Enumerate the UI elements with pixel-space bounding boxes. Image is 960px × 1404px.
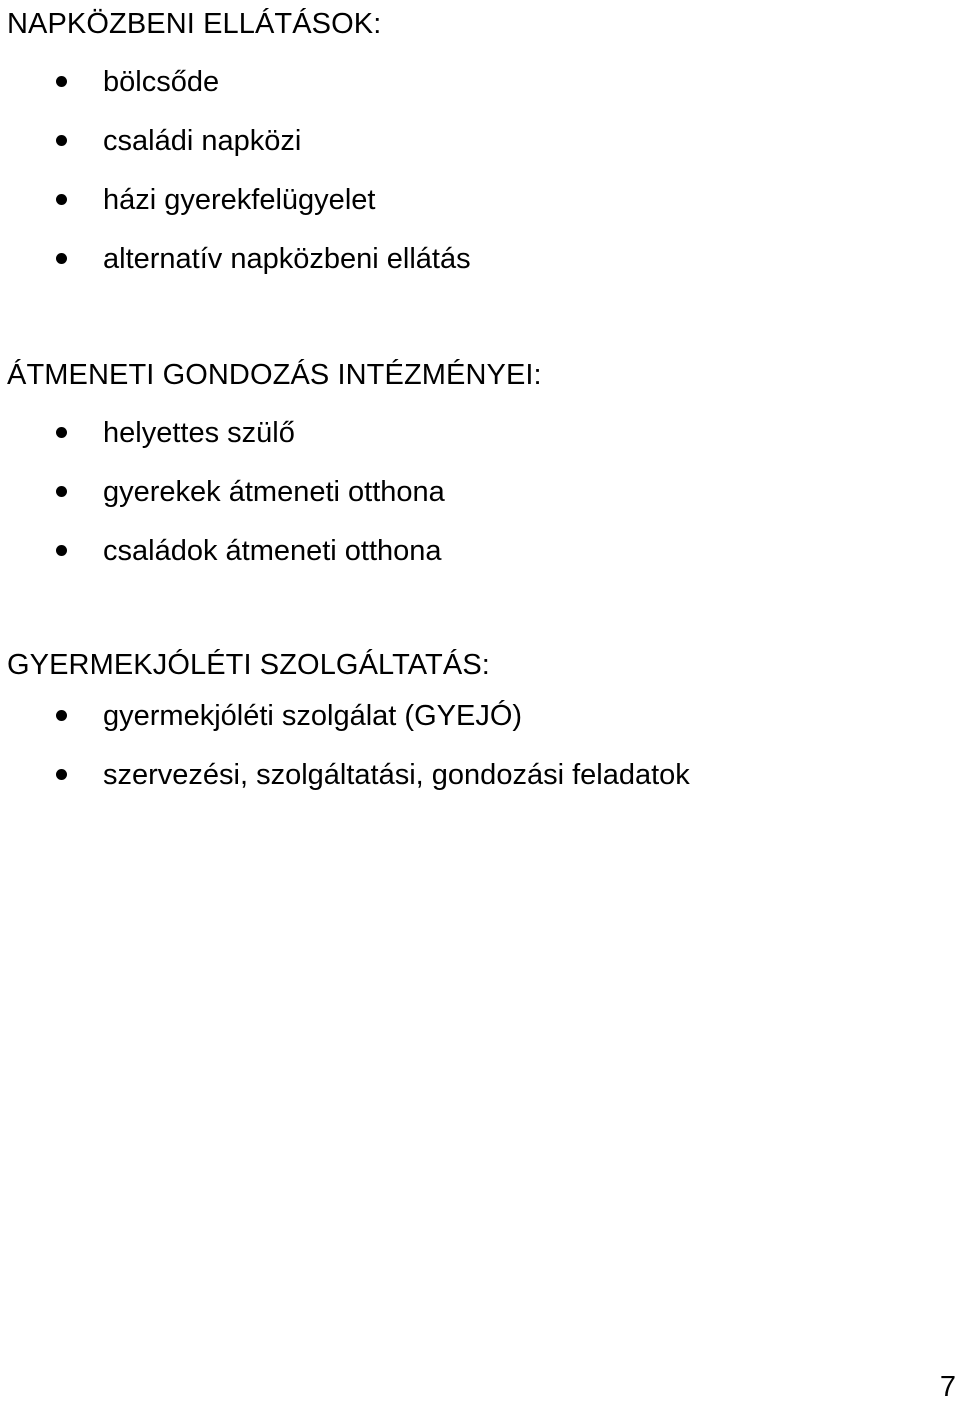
bullet-list <box>0 696 960 814</box>
list-item <box>0 62 960 121</box>
list-item <box>0 531 960 590</box>
section-heading: GYERMEKJÓLÉTI SZOLGÁLTATÁS: <box>7 649 490 681</box>
list-item-text: gyerekek átmeneti otthona <box>103 476 445 508</box>
bullet-icon <box>56 194 67 205</box>
page-number: 7 <box>939 1371 956 1403</box>
list-item-text: gyermekjóléti szolgálat (GYEJÓ) <box>103 700 523 732</box>
list-item <box>0 121 960 180</box>
bullet-icon <box>56 76 67 87</box>
list-item <box>0 239 960 298</box>
bullet-icon <box>56 135 67 146</box>
section-heading: NAPKÖZBENI ELLÁTÁSOK: <box>7 8 382 40</box>
bullet-icon <box>56 427 67 438</box>
list-item-text: bölcsőde <box>103 66 220 98</box>
bullet-icon <box>56 253 67 264</box>
section-heading: ÁTMENETI GONDOZÁS INTÉZMÉNYEI: <box>7 359 542 391</box>
list-item <box>0 755 960 814</box>
list-item-text: házi gyerekfelügyelet <box>103 184 376 216</box>
list-item <box>0 696 960 755</box>
list-item-text: családok átmeneti otthona <box>103 535 442 567</box>
bullet-icon <box>56 486 67 497</box>
list-item <box>0 472 960 531</box>
list-item <box>0 180 960 239</box>
section-napkozbeni-ellatasok <box>0 4 960 298</box>
bullet-icon <box>56 769 67 780</box>
list-item-text: családi napközi <box>103 125 302 157</box>
list-item-text: szervezési, szolgáltatási, gondozási feladatok <box>103 759 690 791</box>
list-item <box>0 413 960 472</box>
bullet-list <box>0 413 960 590</box>
bullet-list <box>0 62 960 298</box>
bullet-icon <box>56 545 67 556</box>
list-item-text: alternatív napközbeni ellátás <box>103 243 471 275</box>
list-item-text: helyettes szülő <box>103 417 295 449</box>
section-gyermekjoleti-szolgaltatas <box>0 645 960 814</box>
bullet-icon <box>56 710 67 721</box>
section-atmeneti-gondozas <box>0 355 960 590</box>
